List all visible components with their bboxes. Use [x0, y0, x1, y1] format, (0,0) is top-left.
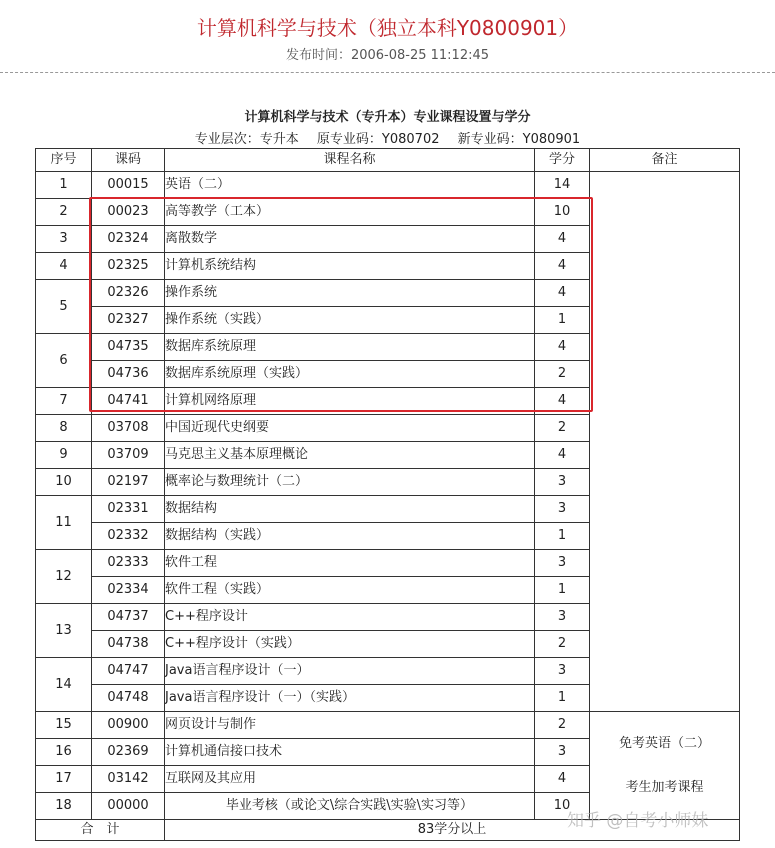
- row-no: 11: [36, 496, 92, 550]
- row-remark-empty: [590, 172, 740, 712]
- row-name: 软件工程（实践）: [165, 577, 535, 604]
- row-no: 17: [36, 766, 92, 793]
- row-name: 数据结构: [165, 496, 535, 523]
- row-credit: 3: [535, 469, 590, 496]
- dashed-divider: [0, 72, 775, 73]
- row-code: 04748: [92, 685, 165, 712]
- row-no: 13: [36, 604, 92, 658]
- row-code: 02334: [92, 577, 165, 604]
- row-name: 数据库系统原理（实践）: [165, 361, 535, 388]
- row-name: 高等教学（工本）: [165, 199, 535, 226]
- row-code: 00900: [92, 712, 165, 739]
- row-name: 毕业考核（或论文\综合实践\实验\实习等）: [165, 793, 535, 820]
- row-code: 02332: [92, 523, 165, 550]
- header-no: 序号: [36, 149, 92, 172]
- remark-line-1: 免考英语（二）: [618, 735, 710, 751]
- row-name: 操作系统: [165, 280, 535, 307]
- row-no: 16: [36, 739, 92, 766]
- row-credit: 1: [535, 685, 590, 712]
- table-title: 计算机科学与技术（专升本）专业课程设置与学分: [244, 110, 531, 125]
- row-credit: 2: [535, 415, 590, 442]
- row-code: 02324: [92, 226, 165, 253]
- row-credit: 1: [535, 307, 590, 334]
- row-credit: 4: [535, 253, 590, 280]
- subtitle-level: 专业层次：专升本: [194, 132, 299, 147]
- row-code: 04736: [92, 361, 165, 388]
- row-name: 网页设计与制作: [165, 712, 535, 739]
- row-no: 8: [36, 415, 92, 442]
- row-credit: 1: [535, 577, 590, 604]
- row-credit: 1: [535, 523, 590, 550]
- row-name: 计算机通信接口技术: [165, 739, 535, 766]
- table-row: [36, 172, 740, 199]
- row-credit: 4: [535, 226, 590, 253]
- page-title: 计算机科学与技术（独立本科Y0800901）: [196, 16, 579, 40]
- row-name: 概率论与数理统计（二）: [165, 469, 535, 496]
- publish-time: 发布时间：2006-08-25 11:12:45: [285, 48, 490, 63]
- row-name: 离散数学: [165, 226, 535, 253]
- row-credit: 4: [535, 334, 590, 361]
- total-value: 83学分以上: [165, 820, 740, 841]
- row-no: 1: [36, 172, 92, 199]
- row-code: 02327: [92, 307, 165, 334]
- row-code: 03708: [92, 415, 165, 442]
- row-code: 02333: [92, 550, 165, 577]
- row-credit: 2: [535, 631, 590, 658]
- row-name: 操作系统（实践）: [165, 307, 535, 334]
- row-name: 数据库系统原理: [165, 334, 535, 361]
- subtitle-new-code: 新专业码：Y080901: [457, 132, 581, 147]
- header-name: 课程名称: [165, 149, 535, 172]
- row-no: 3: [36, 226, 92, 253]
- subtitle-old-code: 原专业码：Y080702: [316, 132, 440, 147]
- row-code: 04737: [92, 604, 165, 631]
- total-label: 合 计: [36, 820, 165, 841]
- row-name: 数据结构（实践）: [165, 523, 535, 550]
- row-credit: 3: [535, 550, 590, 577]
- remark-line-2: 考生加考课程: [625, 779, 704, 795]
- row-credit: 3: [535, 604, 590, 631]
- row-name: Java语言程序设计（一）（实践）: [165, 685, 535, 712]
- row-code: 02331: [92, 496, 165, 523]
- row-no: 12: [36, 550, 92, 604]
- row-code: 02326: [92, 280, 165, 307]
- row-name: Java语言程序设计（一）: [165, 658, 535, 685]
- row-code: 02325: [92, 253, 165, 280]
- table-subtitle: [0, 128, 775, 147]
- row-name: 马克思主义基本原理概论: [165, 442, 535, 469]
- row-no: 5: [36, 280, 92, 334]
- row-credit: 3: [535, 739, 590, 766]
- remark-spacer: [590, 755, 739, 777]
- row-credit: 2: [535, 361, 590, 388]
- course-table: [35, 148, 740, 841]
- watermark: 知乎 @自考小师妹: [567, 811, 709, 831]
- row-credit: 2: [535, 712, 590, 739]
- row-name: C++程序设计: [165, 604, 535, 631]
- table-row: [36, 712, 740, 739]
- row-credit: 14: [535, 172, 590, 199]
- row-name: C++程序设计（实践）: [165, 631, 535, 658]
- row-no: 10: [36, 469, 92, 496]
- row-name: 中国近现代史纲要: [165, 415, 535, 442]
- row-no: 15: [36, 712, 92, 739]
- row-credit: 10: [535, 793, 590, 820]
- row-credit: 4: [535, 442, 590, 469]
- row-name: 软件工程: [165, 550, 535, 577]
- remark-cell: [590, 712, 740, 820]
- row-no: 2: [36, 199, 92, 226]
- row-code: 04738: [92, 631, 165, 658]
- row-name: 计算机系统结构: [165, 253, 535, 280]
- row-code: 04735: [92, 334, 165, 361]
- row-credit: 4: [535, 388, 590, 415]
- row-no: 18: [36, 793, 92, 820]
- row-code: 00015: [92, 172, 165, 199]
- row-code: 00023: [92, 199, 165, 226]
- row-credit: 3: [535, 658, 590, 685]
- row-code: 03709: [92, 442, 165, 469]
- row-no: 7: [36, 388, 92, 415]
- row-code: 00000: [92, 793, 165, 820]
- row-no: 4: [36, 253, 92, 280]
- header-credit: 学分: [535, 149, 590, 172]
- row-code: 04747: [92, 658, 165, 685]
- row-credit: 4: [535, 280, 590, 307]
- row-credit: 3: [535, 496, 590, 523]
- row-name: 互联网及其应用: [165, 766, 535, 793]
- row-name: 计算机网络原理: [165, 388, 535, 415]
- header-remark: 备注: [590, 149, 740, 172]
- row-code: 03142: [92, 766, 165, 793]
- row-code: 04741: [92, 388, 165, 415]
- row-credit: 10: [535, 199, 590, 226]
- row-credit: 4: [535, 766, 590, 793]
- header-code: 课码: [92, 149, 165, 172]
- row-code: 02197: [92, 469, 165, 496]
- row-name: 英语（二）: [165, 172, 535, 199]
- row-no: 6: [36, 334, 92, 388]
- table-header-row: [36, 149, 740, 172]
- row-code: 02369: [92, 739, 165, 766]
- row-no: 14: [36, 658, 92, 712]
- row-no: 9: [36, 442, 92, 469]
